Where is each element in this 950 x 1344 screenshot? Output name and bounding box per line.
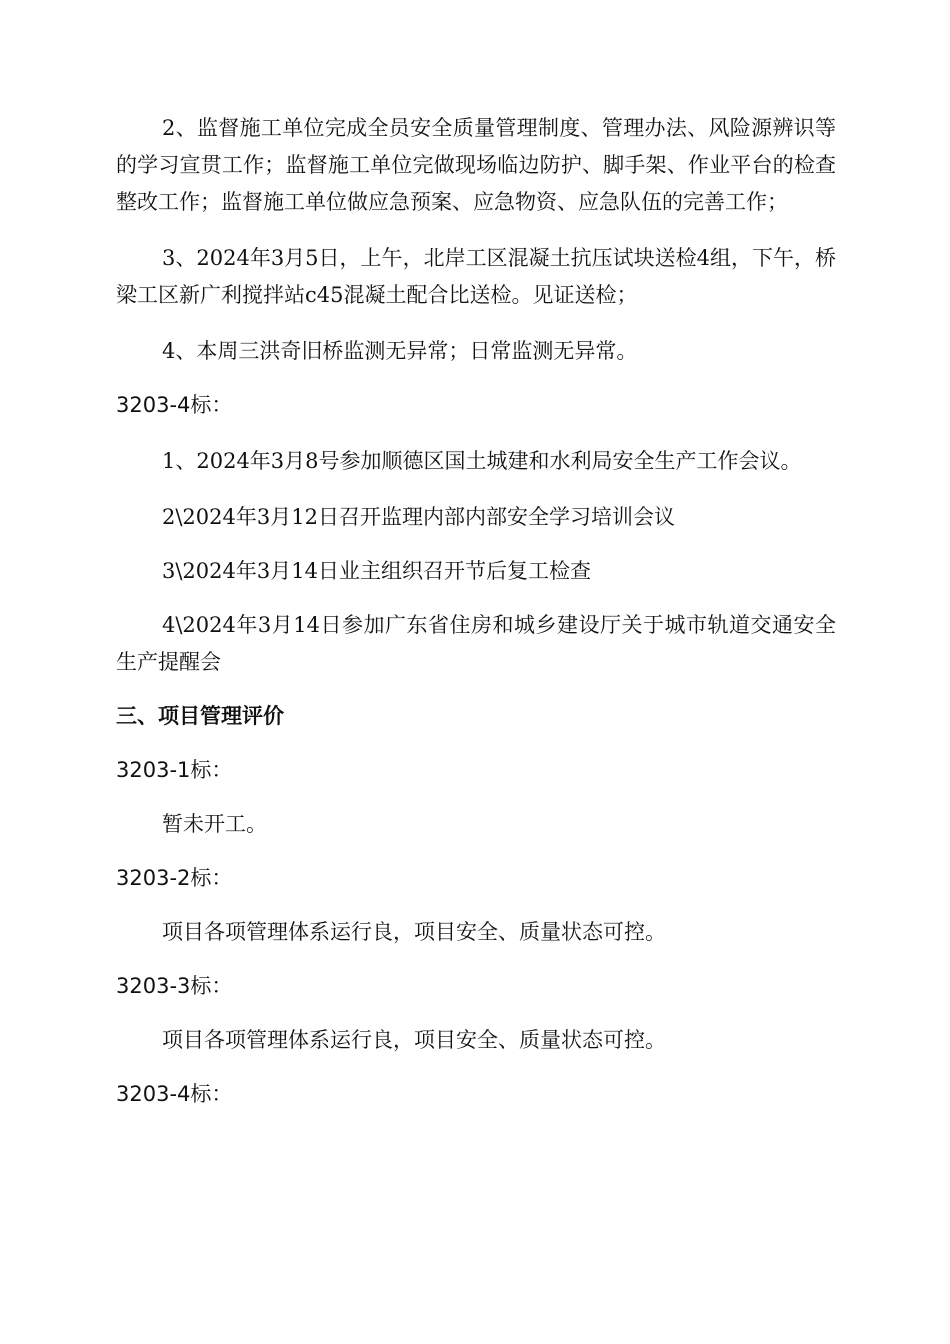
- paragraph-item-2: 2、监督施工单位完成全员安全质量管理制度、管理办法、风险源辨识等的学习宣贯工作；监督施工单位完做现场临边防护、脚手架、作业平台的检查整改工作；监督施工单位做应急预案、应急物资、应急队伍的完善工作；: [116, 116, 836, 214]
- paragraph-item-3: 3、2024年3月5日，上午，北岸工区混凝土抗压试块送检4组，下午，桥梁工区新广利搅拌站c45混凝土配合比送检。见证送检；: [116, 246, 836, 307]
- section-label-3203-4-eval: 3203-4标：: [116, 1082, 233, 1106]
- list-item-3203-4-2: 2\2024年3月12日召开监理内部内部安全学习培训会议: [162, 505, 675, 529]
- document-page: [116, 110, 836, 1113]
- section-label-3203-1: 3203-1标：: [116, 758, 233, 782]
- section-label-3203-3: 3203-3标：: [116, 974, 233, 998]
- section-label-3203-4: 3203-4标：: [116, 393, 233, 417]
- evaluation-text-3203-1: 暂未开工。: [162, 812, 267, 836]
- evaluation-text-3203-2: 项目各项管理体系运行良，项目安全、质量状态可控。: [162, 920, 666, 944]
- paragraph-item-4: 4、本周三洪奇旧桥监测无异常；日常监测无异常。: [162, 339, 638, 363]
- section-label-3203-2: 3203-2标：: [116, 866, 233, 890]
- section-heading-project-evaluation: 三、项目管理评价: [116, 704, 284, 728]
- list-item-3203-4-3: 3\2024年3月14日业主组织召开节后复工检查: [162, 559, 591, 583]
- evaluation-text-3203-3: 项目各项管理体系运行良，项目安全、质量状态可控。: [162, 1028, 666, 1052]
- list-item-3203-4-1: 1、2024年3月8号参加顺德区国土城建和水利局安全生产工作会议。: [162, 449, 802, 473]
- list-item-3203-4-4: 4\2024年3月14日参加广东省住房和城乡建设厅关于城市轨道交通安全生产提醒会: [116, 613, 836, 674]
